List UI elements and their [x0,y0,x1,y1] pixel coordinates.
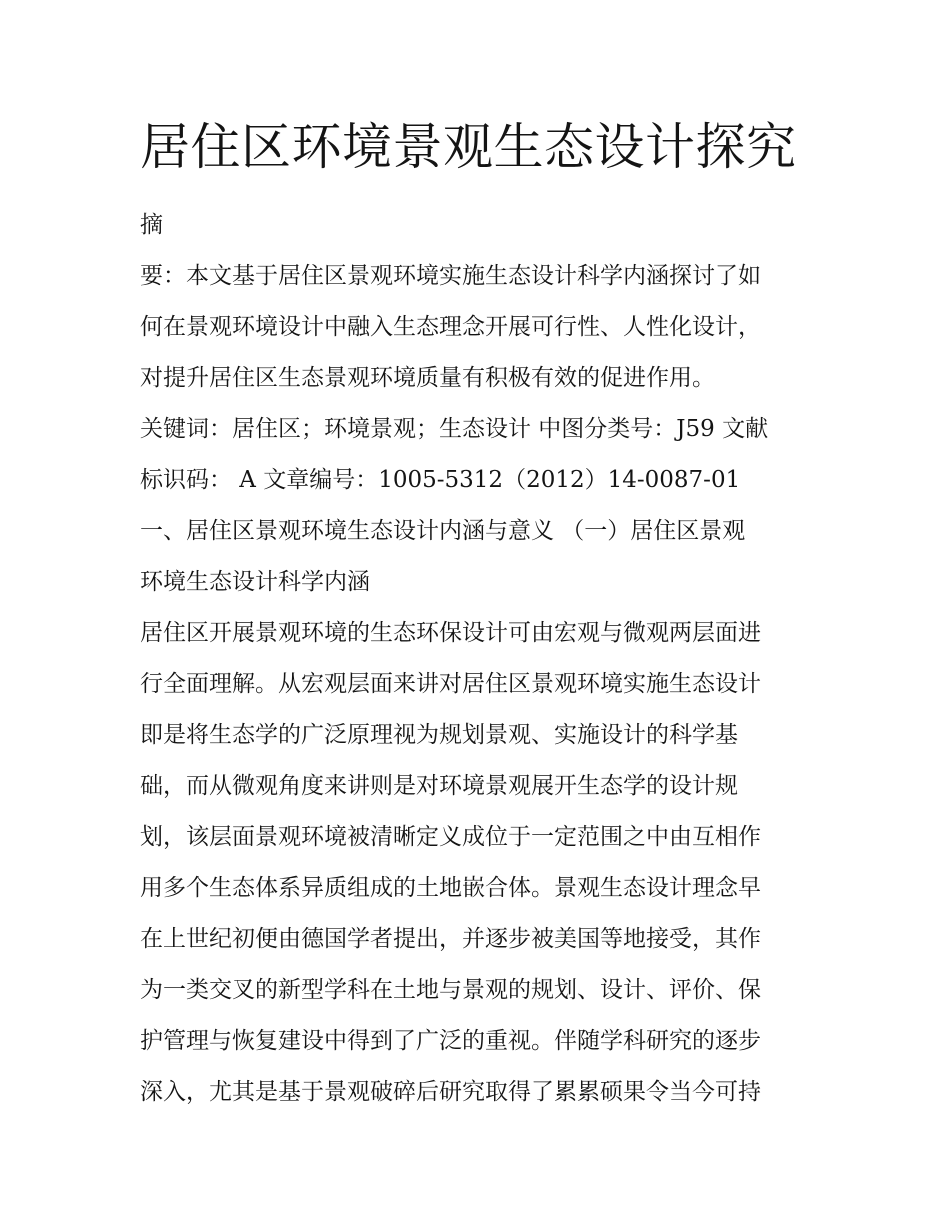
paragraph-line: 行全面理解。从宏观层面来讲对居住区景观环境实施生态设计 [140,671,761,697]
paragraph-line: 居住区开展景观环境的生态环保设计可由宏观与微观两层面进 [140,620,761,646]
abstract-line: 对提升居住区生态景观环境质量有积极有效的促进作用。 [140,365,715,391]
paragraph-line: 即是将生态学的广泛原理视为规划景观、实施设计的科学基 [140,722,738,748]
keywords-line: 标识码： A 文章编号：1005-5312（2012）14-0087-01 [140,467,741,493]
keywords-line: 关键词：居住区；环境景观；生态设计 中图分类号：J59 文献 [140,416,769,442]
abstract-line: 要：本文基于居住区景观环境实施生态设计科学内涵探讨了如 [140,263,761,289]
paragraph-line: 为一类交叉的新型学科在土地与景观的规划、设计、评价、保 [140,977,761,1003]
paragraph-line: 在上世纪初便由德国学者提出，并逐步被美国等地接受，其作 [140,926,761,952]
paragraph-line: 础，而从微观角度来讲则是对环境景观展开生态学的设计规 [140,773,738,799]
paragraph-line: 划，该层面景观环境被清晰定义成位于一定范围之中由互相作 [140,824,761,850]
paragraph-line: 用多个生态体系异质组成的土地嵌合体。景观生态设计理念早 [140,875,761,901]
section-heading-line: 一、居住区景观环境生态设计内涵与意义 （一）居住区景观 [140,518,746,544]
document-body [140,200,820,1118]
section-heading-line: 环境生态设计科学内涵 [140,569,370,595]
abstract-line: 何在景观环境设计中融入生态理念开展可行性、人性化设计， [140,314,761,340]
paragraph-line: 护管理与恢复建设中得到了广泛的重视。伴随学科研究的逐步 [140,1028,761,1054]
abstract-label: 摘 [140,212,163,238]
paragraph-line: 深入，尤其是基于景观破碎后研究取得了累累硕果令当今可持 [140,1079,761,1105]
document-title: 居住区环境景观生态设计探究 [140,118,797,176]
